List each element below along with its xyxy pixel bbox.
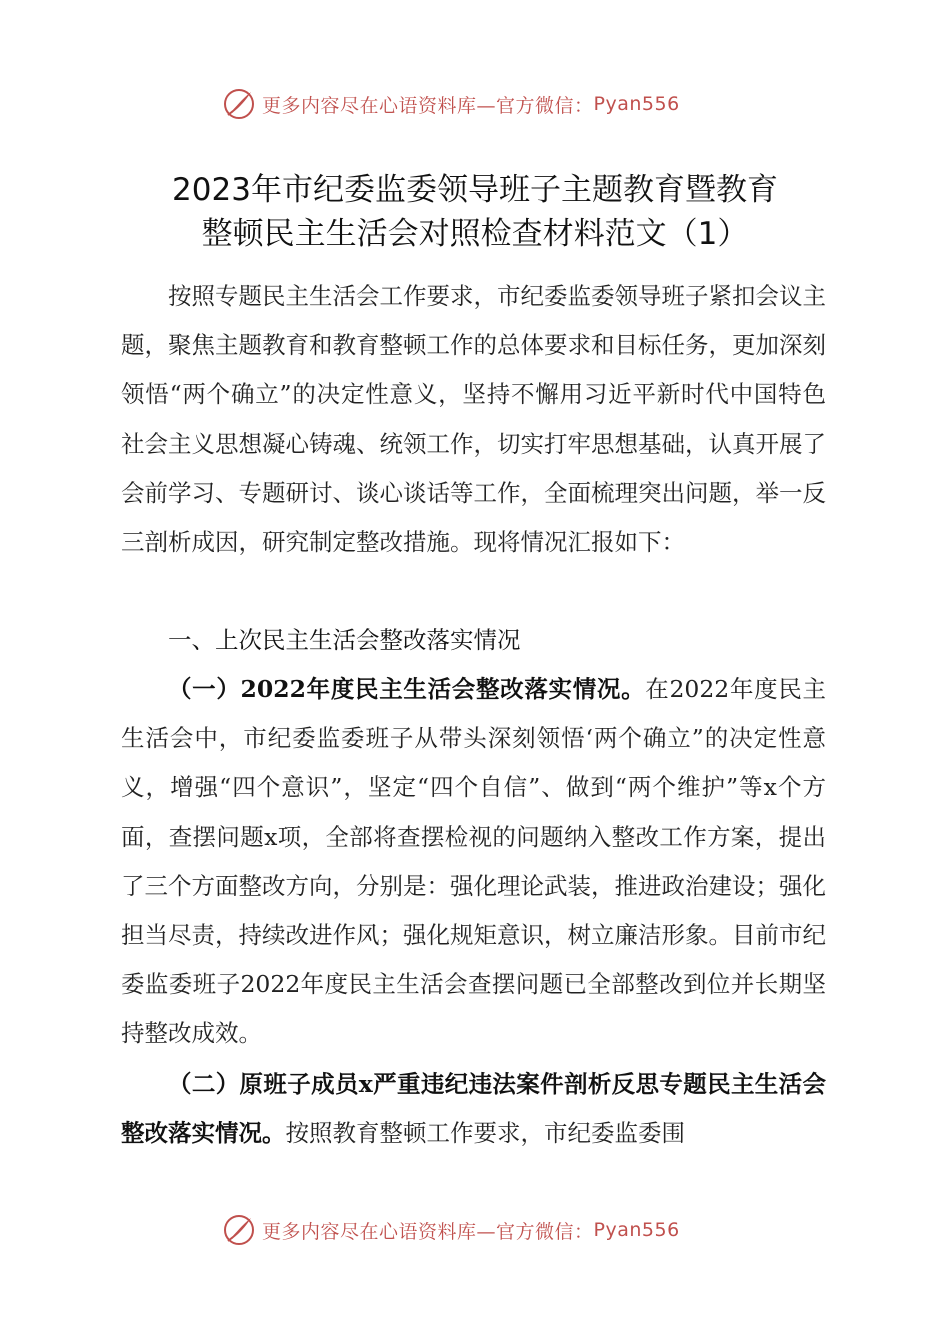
section-1-heading: 一、上次民主生活会整改落实情况 (168, 626, 521, 654)
subsection-1-lead: （一）2022年度民主生活会整改落实情况。 (168, 675, 646, 703)
subsection-2-body: 按照教育整顿工作要求，市纪委监委围 (285, 1119, 685, 1148)
subsection-2-paragraph (121, 1060, 826, 1158)
document-title (60, 168, 890, 256)
watermark-text: 更多内容尽在心语资料库—官方微信： (262, 1220, 594, 1243)
subsection-1-paragraph (121, 665, 826, 1059)
title-line-2: 整顿民主生活会对照检查材料范文（1） (201, 216, 749, 252)
subsection-1-body: 在2022年度民主生活会中，市纪委监委班子从带头深刻领悟‘两个确立”的决定性意义，增强“四个意识”，坚定“四个自信”、做到“两个维护”等x个方面，查摆问题x项，全部将查摆检视的问题纳入整改工作方案，提出了三个方面整改方向，分别是：强化理论武装，推进政治建设；强化担当尽责，持续改进作风；强化规矩意识，树立廉洁形象。目前市纪委监委班子2022年度民主生活会查摆问题已全部整改到位并长期坚持整改成效。 (121, 675, 827, 1048)
watermark-footer (222, 1210, 782, 1250)
title-line-1: 2023年市纪委监委领导班子主题教育暨教育 (172, 172, 778, 208)
quill-pen-icon (222, 1213, 256, 1247)
watermark-wechat-id: Pyan556 (593, 93, 680, 115)
quill-pen-icon (222, 87, 256, 121)
subsection-2-lead: （二）原班子成员x严重违纪违法案件剖析反思专题民主生活会整改落实情况。 (121, 1070, 826, 1148)
watermark-wechat-id: Pyan556 (593, 1219, 680, 1241)
watermark-header (222, 84, 782, 124)
intro-paragraph: 按照专题民主生活会工作要求，市纪委监委领导班子紧扣会议主题，聚焦主题教育和教育整顿工作的总体要求和目标任务，更加深刻领悟“两个确立”的决定性意义，坚持不懈用习近平新时代中国特色社会主义思想凝心铸魂、统领工作，切实打牢思想基础，认真开展了会前学习、专题研讨、谈心谈话等工作，全面梳理突出问题，举一反三剖析成因，研究制定整改措施。现将情况汇报如下： (121, 282, 826, 557)
watermark-text: 更多内容尽在心语资料库—官方微信： (262, 94, 594, 117)
